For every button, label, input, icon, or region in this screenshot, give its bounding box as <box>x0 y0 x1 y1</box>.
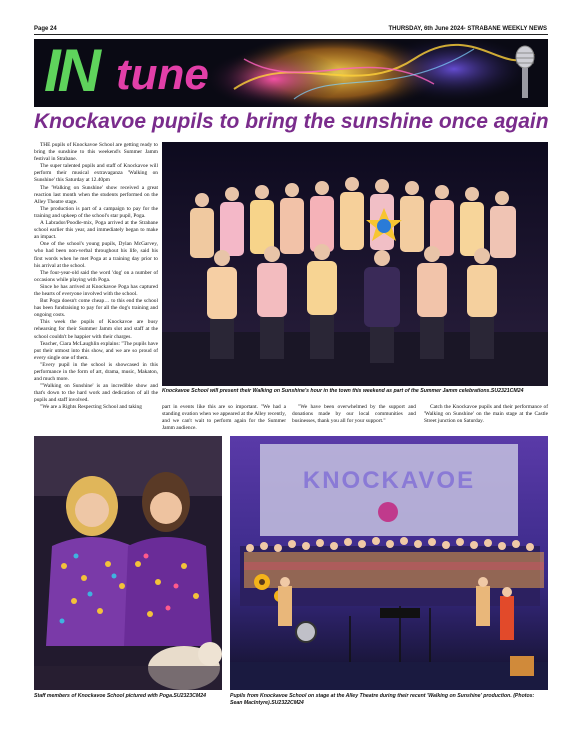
paper-date-line: THURSDAY, 6th June 2024- STRABANE WEEKLY NEWS <box>388 26 547 32</box>
article-column-2 <box>162 404 286 432</box>
main-photo-caption: Knockavoe School will present their Walking on Sunshine's hour in the town this weekend as part of the Summer Jamm celebrations.SU2321CM24 <box>162 388 524 394</box>
page-number: Page 24 <box>34 26 57 32</box>
intune-banner <box>34 39 548 107</box>
paragraph: "Every pupil in the school is showcased in this performance in the form of art, drama, music, Makaton, and much more. <box>34 361 158 383</box>
article-column-3 <box>292 404 416 425</box>
banner-artwork <box>34 39 548 107</box>
paragraph: The super talented pupils and staff of Knockavoe will perform their musical extravaganza 'Walking on Sunshine' this Saturday at 12.40pm <box>34 163 158 184</box>
paragraph: THE pupils of Knockavoe School are getting ready to bring the sunshine to this weekend's Summer Jamm festival in Strabane. <box>34 142 158 163</box>
paragraph: "We are a Rights Respecting School and taking <box>40 404 142 411</box>
paragraph: The 'Walking on Sunshine' show received a great reaction last month when the students performed on the Alley Theatre stage. <box>34 184 158 205</box>
paragraph: A Labrador/Poodle-mix, Poga arrived at the Strabane school earlier this year, and immediately began to make an impact. <box>34 220 158 241</box>
paragraph: One of the school's young pupils, Dylan McGarvey, who had been non-verbal throughout his life, said his first words when he met Poga at a training day prior to his arrival at the school. <box>34 241 158 269</box>
article-column-1 <box>34 142 158 432</box>
staff-photo-caption: Staff members of Knockavoe School pictured with Poga.SU2323CM24 <box>34 693 207 699</box>
paragraph: This week the pupils of Knockavoe are busy rehearsing for their Summer Jamm slot and staff at the school couldn't be happier with their charges. <box>34 319 158 340</box>
paragraph: Catch the Knockavoe pupils and their performance of 'Walking on Sunshine' on the main stage at the Castle Street junction on Saturday. <box>424 404 548 425</box>
group-photo-art <box>162 142 548 386</box>
staff-photo-art <box>34 436 222 690</box>
paragraph: "We have been overwhelmed by the support and donations made by our local communities and businesses, thank you all for your support." <box>292 404 416 425</box>
stage-photo-caption: Pupils from Knockavoe School on stage at the Alley Theatre during their recent 'Walking on Sunshine' production. (Photos: Sean MacIntyre).SU2322CM24 <box>230 693 535 706</box>
microphone-icon <box>510 45 540 103</box>
paragraph: Since he has arrived at Knockavoe Poga has captured the hearts of everyone involved with the school. <box>34 283 158 297</box>
paragraph: But Poga doesn't come cheap… to this end the school has been fundraising to pay for all the dog's training and ongoing costs. <box>34 298 158 319</box>
paragraph: part in events like this are so important. "We had a standing ovation when we appeared at the Alley recently, and we can't wait to perform again for the Summer Jamm audience. <box>162 404 286 432</box>
paragraph: "'Walking on Sunshine' is an incredible show and that's down to the hard work and dedication of all the pupils and staff involved. <box>34 383 158 404</box>
headline: Knockavoe pupils to bring the sunshine once again <box>34 110 549 133</box>
article-column-4 <box>424 404 548 425</box>
paragraph: The four-year-old said the word 'dog' on a number of occasions while playing with Poga. <box>34 269 158 283</box>
paragraph: The production is part of a campaign to pay for the training and upkeep of the school's star pupil, Poga. <box>34 205 158 219</box>
header-rule <box>34 34 548 35</box>
logo-tune-text: tune <box>116 50 209 99</box>
stage-backdrop-text: KNOCKAVOE <box>302 467 476 494</box>
paragraph: Teacher, Ciara McLaughlin explains: "The pupils have put their utmost into this show, and we are so proud of every single one of them. <box>34 340 158 361</box>
group-photo <box>162 142 548 386</box>
stage-photo-art <box>230 436 548 690</box>
logo-in-text: IN <box>44 39 98 104</box>
stage-photo <box>230 436 548 690</box>
staff-photo <box>34 436 222 690</box>
